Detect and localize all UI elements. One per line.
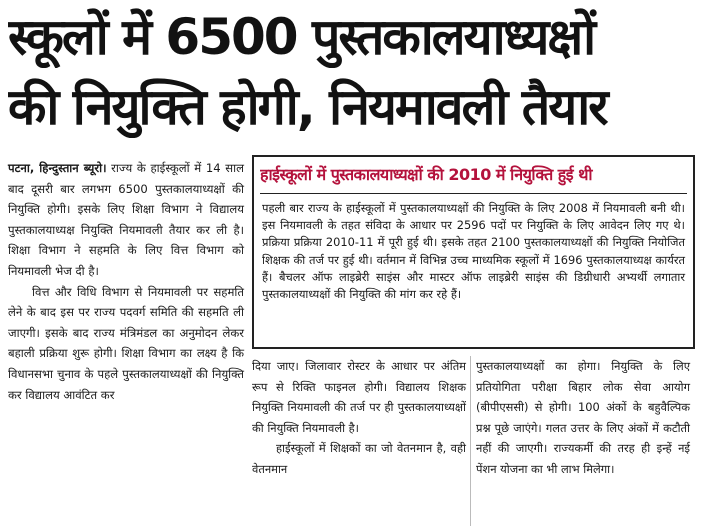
headline-line-2: की नियुक्ति होगी, नियमावली तैयार xyxy=(8,78,607,136)
left-paragraph-1 xyxy=(8,158,244,282)
middle-paragraph-1: दिया जाए। जिलावार रोस्टर के आधार पर अंतिम रूप से रिक्ति फाइनल होगी। विद्यालय शिक्षक नियुक्ति नियमावली की तर्ज पर ही पुस्तकालयाध्यक्षों की नियुक्ति नियमावली है। xyxy=(252,359,466,435)
middle-paragraph-2: हाईस्कूलों में शिक्षकों का जो वेतनमान है, वही वेतनमान xyxy=(252,441,466,476)
left-paragraph-2: वित्त और विधि विभाग से नियमावली पर सहमति लेने के बाद इस पर राज्य पदवर्ग समिति की सहमति ली जाएगी। इसके बाद राज्य मंत्रिमंडल का अनुमोदन लेकर बहाली प्रक्रिया शुरू होगी। शिक्षा विभाग का लक्ष्य है कि विधानसभा चुनाव के पहले पुस्तकालयाध्यक्षों की नियुक्ति कर विद्यालय आवंटित कर xyxy=(8,284,244,402)
headline-line-1: स्कूलों में 6500 पुस्तकालयाध्यक्षों xyxy=(8,8,595,66)
left-paragraph-1-text: राज्य के हाईस्कूलों में 14 साल बाद दूसरी बार लगभग 6500 पुस्तकालयाध्यक्षों की नियुक्ति होगी। इसके लिए शिक्षा विभाग ने विद्यालय पुस्तकालयाध्यक्ष नियुक्ति नियमावली तैयार कर ली है। शिक्षा विभाग ने सहमति के लिए वित्त विभाग को नियमावली भेज दी है। xyxy=(8,161,245,278)
info-box-heading: हाईस्कूलों में पुस्तकालयाध्यक्षों की 2010 में नियुक्ति हुई थी xyxy=(260,161,687,194)
info-box-text: पहली बार राज्य के हाईस्कूलों में पुस्तकालयाध्यक्षों की नियुक्ति के लिए 2008 में नियमावली बनी थी। इस नियमावली के तहत संविदा के आधार पर 2596 पदों पर नियुक्ति के लिए आवेदन लिए गए थे। प्रक्रिया प्रक्रिया 2010-11 में पूरी हुई थी। इसके तहत 2100 पुस्तकालयाध्यक्षों की नियुक्ति नियोजित शिक्षक की तर्ज पर हुई थी। वर्तमान में विभिन्न उच्च माध्यमिक स्कूलों में 1696 पुस्तकालयाध्यक्ष कार्यरत हैं। बैचलर ऑफ लाइब्रेरी साइंस और मास्टर ऑफ लाइब्रेरी साइंस की डिग्रीधारी अभ्यर्थी लगातार पुस्तकालयाध्यक्षों की नियुक्ति की मांग कर रहे हैं। xyxy=(262,201,685,302)
right-paragraph-1: पुस्तकालयाध्यक्षों का होगा। नियुक्ति के लिए प्रतियोगिता परीक्षा बिहार लोक सेवा आयोग (बीपीएससी) से होगी। 100 अंकों के बहुवैल्पिक प्रश्न पूछे जाएंगे। गलत उत्तर के लिए अंकों में कटौती नहीं की जाएगी। राज्यकर्मी की तरह ही इन्हें नई पेंशन योजना का भी लाभ मिलेगा। xyxy=(476,359,690,476)
column-divider xyxy=(470,356,471,526)
middle-column xyxy=(252,356,466,480)
right-column xyxy=(476,356,690,480)
left-column xyxy=(8,158,244,405)
dateline: पटना, हिन्दुस्तान ब्यूरो। xyxy=(8,161,107,175)
info-box xyxy=(252,155,695,349)
